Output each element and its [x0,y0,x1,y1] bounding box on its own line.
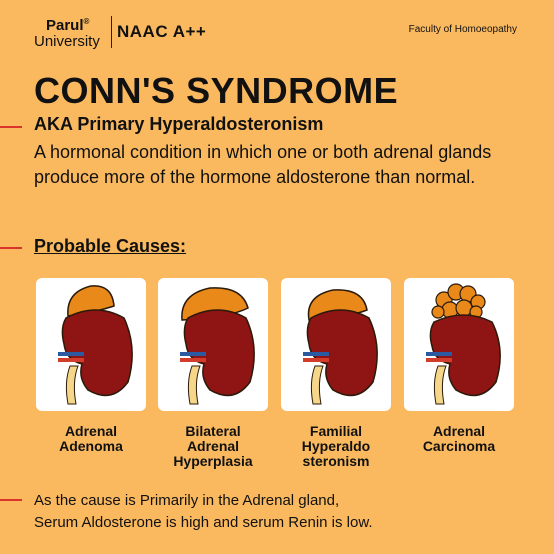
cause-label-line: Hyperaldo [301,438,371,454]
cause-label-line: Carcinoma [422,438,496,454]
familial-hyperaldosteronism-icon [281,278,391,411]
footer-line: Serum Aldosterone is high and serum Renin is low. [34,514,373,531]
cause-card-adenoma [36,278,146,411]
logo-divider [111,16,112,48]
footer-line: As the cause is Primarily in the Adrenal gland, [34,492,340,509]
cause-card-familial [281,278,391,411]
cause-label-line: Adenoma [59,438,123,454]
adrenal-adenoma-icon [36,278,146,411]
page-title: CONN'S SYNDROME [34,70,399,111]
description-text: A hormonal condition in which one or both adrenal glands produce more of the hormone aldosterone than normal. [34,142,492,187]
bullet-dash [0,126,22,128]
cause-label-line: Hyperplasia [173,453,253,469]
footer-note [34,490,373,534]
cause-card-hyperplasia [158,278,268,411]
naac-logo: NAAC A++ [117,22,207,41]
logo-reg-mark: ® [83,17,90,26]
header [0,0,554,60]
logo-line2: University [34,33,100,50]
cause-label-carcinoma [404,424,514,454]
cause-label-line: Familial [309,423,363,439]
cause-label-adenoma [36,424,146,454]
aka-subtitle: AKA Primary Hyperaldosteronism [34,114,324,134]
cause-label-line: Adrenal [64,423,118,439]
cause-label-line: Adrenal [186,438,240,454]
bullet-dash [0,247,22,249]
cause-label-line: steronism [302,453,370,469]
bullet-dash [0,499,22,501]
logo-line1: Parul [46,17,84,34]
cause-label-hyperplasia [158,424,268,469]
cause-label-line: Adrenal [432,423,486,439]
cause-card-carcinoma [404,278,514,411]
cause-label-familial [281,424,391,469]
adrenal-carcinoma-icon [404,278,514,411]
cause-label-line: Bilateral [185,423,241,439]
faculty-label: Faculty of Homoeopathy [408,24,517,35]
causes-heading: Probable Causes: [34,236,187,256]
parul-university-logo [34,14,114,50]
bilateral-hyperplasia-icon [158,278,268,411]
